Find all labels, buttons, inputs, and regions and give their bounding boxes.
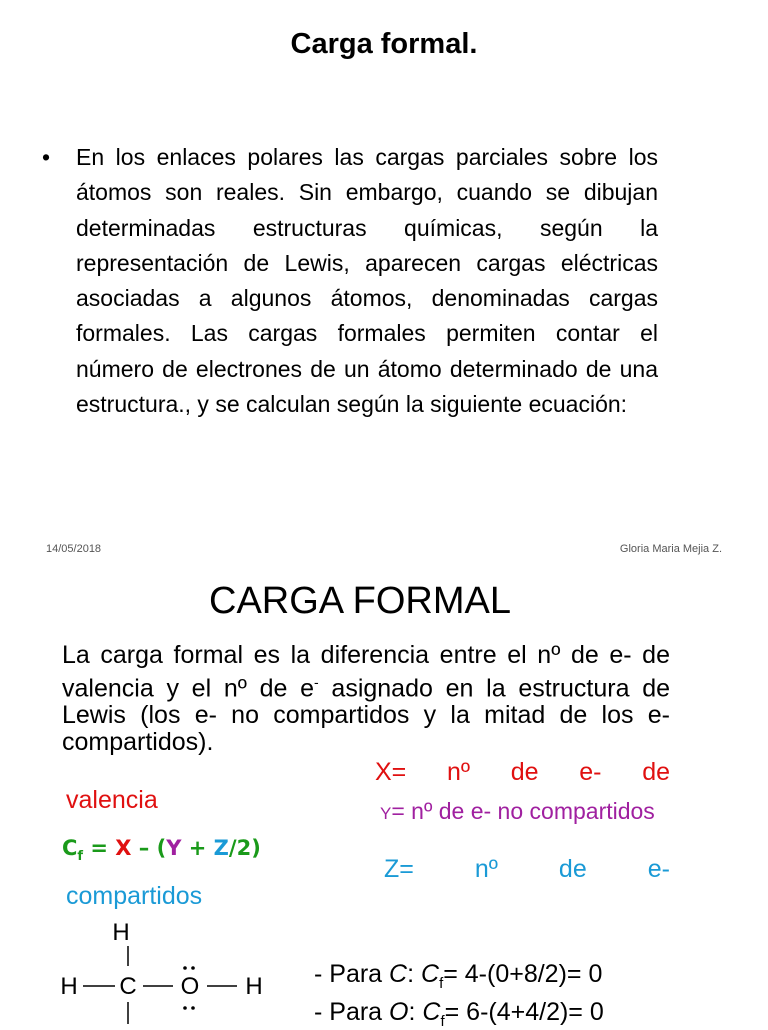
formula-x: X [115,836,132,860]
calc-prefix: - Para [314,998,390,1026]
lewis-structure [55,912,295,1024]
lone-pair-dot [191,1006,195,1010]
formula-minus: – ( [131,836,167,860]
formula-c: C [62,836,78,860]
formula-plus: + [181,836,214,860]
footer-author: Gloria Maria Mejia Z. [619,543,722,555]
calc-prefix: - Para [314,960,390,988]
lewis-h-right: H [245,973,263,1000]
calc-result: = 6-(4+4/2)= 0 [444,998,604,1026]
definition-part-b: asignado en la estructura de Lewis (los e- no compartidos y la mitad de los e- compartidos). [62,674,670,757]
calc-atom: O [389,998,409,1026]
definition-text [62,642,670,756]
x-definition [375,758,670,787]
footer-date: 14/05/2018 [46,543,102,555]
z-def-word: Z= [384,855,414,883]
z-definition [384,855,670,884]
definition-superscript: - [314,674,319,690]
formula-end: /2) [228,836,261,860]
z-def-word: nº [474,855,498,883]
calc-result: = 4-(0+8/2)= 0 [443,960,603,988]
calc-cf: C [421,960,440,988]
y-definition [380,798,655,825]
formula-sub: f [77,849,84,865]
calc-sub: f [440,1013,445,1030]
slide2-title: CARGA FORMAL [209,580,511,622]
x-def-word: e- [579,758,602,786]
x-def-word: nº [446,758,471,786]
lewis-c: C [119,973,137,1000]
formal-charge-formula [62,836,261,864]
y-def-letter: Y [380,804,392,823]
formula-eq: = [83,836,116,860]
calc-atom: C [389,960,408,988]
calc-sub: f [439,975,444,992]
y-def-text: = nº de e- no compartidos [391,798,655,824]
bullet-paragraph: En los enlaces polares las cargas parciales sobre los átomos son reales. Sin embargo, cuando se dibujan determinadas estructuras químicas, según la representación de Lewis, aparecen cargas eléctricas asociadas a algunos átomos, denominadas cargas formales. Las cargas formales permiten contar el número de electrones de un átomo determinado de una estructura., y se calculan según la siguiente ecuación: [76,144,658,418]
formula-z: Z [213,836,229,860]
calc-cf: C [422,998,441,1026]
lone-pair-dot [183,966,187,970]
bullet-item [42,140,658,422]
lewis-h-left: H [60,973,78,1000]
z-def-word: e- [647,855,670,883]
lone-pair-dot [191,966,195,970]
bullet-icon: • [42,144,51,170]
formula-y: Y [166,836,182,860]
x-def-word: de [510,758,539,786]
x-definition-continuation: valencia [66,786,158,814]
z-def-word: de [558,855,587,883]
lewis-h-top: H [112,919,130,946]
z-definition-continuation: compartidos [66,882,203,910]
x-def-word: de [642,758,670,786]
lewis-o: O [180,973,200,1000]
x-def-word: X= [375,758,407,786]
slide-title: Carga formal. [290,28,478,60]
lone-pair-dot [183,1006,187,1010]
definition-part-a: La carga formal es la diferencia entre el nº de e- de valencia y el nº de e [62,641,670,703]
calc-oxygen [314,998,604,1030]
calc-colon: : [408,998,423,1026]
calc-carbon [314,960,602,992]
calc-colon: : [407,960,421,988]
